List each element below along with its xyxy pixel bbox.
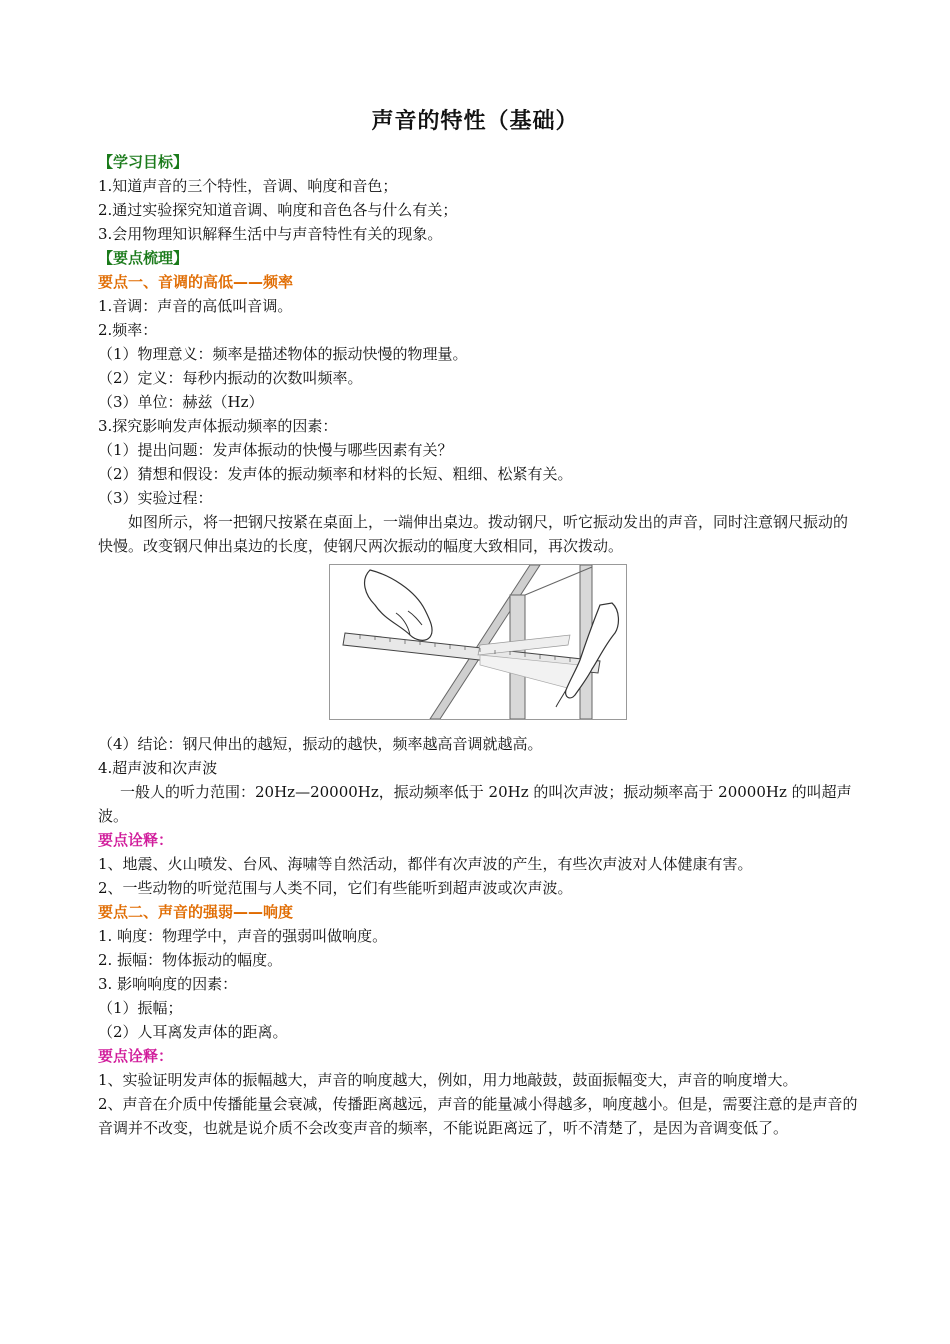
point1-note: 1、地震、火山喷发、台风、海啸等自然活动，都伴有次声波的产生，有些次声波对人体健康有害。 (98, 855, 753, 873)
ruler-experiment-illustration (330, 565, 626, 719)
document-body (98, 150, 858, 1140)
point1-line: 3.探究影响发声体振动频率的因素： (98, 417, 338, 435)
point2-heading: 要点二、声音的强弱——响度 (98, 903, 294, 921)
point1-line: （2）定义：每秒内振动的次数叫频率。 (98, 369, 363, 387)
point1-conclusion: （4）结论：钢尺伸出的越短，振动的越快，频率越高音调就越高。 (98, 735, 543, 753)
experiment-description: 如图所示，将一把钢尺按紧在桌面上，一端伸出桌边。拨动钢尺，听它振动发出的声音，同时注意钢尺振动的快慢。改变钢尺伸出桌边的长度，使钢尺两次振动的幅度大致相同，再次拨动。 (98, 513, 849, 555)
point1-note-heading: 要点诠释： (98, 831, 174, 849)
objective-item: 3.会用物理知识解释生活中与声音特性有关的现象。 (98, 225, 443, 243)
point2-line: （1）振幅； (98, 999, 183, 1017)
point1-line: （3）单位：赫兹（Hz） (98, 393, 264, 411)
points-heading: 【要点梳理】 (98, 249, 189, 267)
point2-note: 2、声音在介质中传播能量会衰减，传播距离越远，声音的能量减小得越多，响度越小。但是，需要注意的是声音的音调并不改变，也就是说介质不会改变声音的频率，不能说距离远了，听不清楚了，是因为音调变低了。 (98, 1095, 858, 1137)
objectives-heading: 【学习目标】 (98, 153, 189, 171)
point1-line: （2）猜想和假设：发声体的振动频率和材料的长短、粗细、松紧有关。 (98, 465, 573, 483)
point1-line: 1.音调：声音的高低叫音调。 (98, 297, 293, 315)
point2-line: 2. 振幅：物体振动的幅度。 (98, 951, 283, 969)
objective-item: 2.通过实验探究知道音调、响度和音色各与什么有关； (98, 201, 458, 219)
objective-item: 1.知道声音的三个特性，音调、响度和音色； (98, 177, 398, 195)
point1-line: 4.超声波和次声波 (98, 759, 218, 777)
point1-note: 2、一些动物的听觉范围与人类不同，它们有些能听到超声波或次声波。 (98, 879, 573, 897)
point2-line: （2）人耳离发声体的距离。 (98, 1023, 288, 1041)
page-title: 声音的特性（基础） (371, 109, 579, 134)
point1-line: 2.频率： (98, 321, 158, 339)
ruler-experiment-figure (329, 564, 627, 720)
point2-note-heading: 要点诠释： (98, 1047, 174, 1065)
point1-heading: 要点一、音调的高低——频率 (98, 273, 294, 291)
point1-line: （3）实验过程： (98, 489, 213, 507)
point1-line: （1）物理意义：频率是描述物体的振动快慢的物理量。 (98, 345, 468, 363)
point1-line: （1）提出问题：发声体振动的快慢与哪些因素有关？ (98, 441, 453, 459)
point2-line: 1. 响度：物理学中，声音的强弱叫做响度。 (98, 927, 388, 945)
point2-note: 1、实验证明发声体的振幅越大，声音的响度越大，例如，用力地敲鼓，鼓面振幅变大，声音的响度增大。 (98, 1071, 798, 1089)
point2-line: 3. 影响响度的因素： (98, 975, 238, 993)
hearing-range-paragraph: 一般人的听力范围：20Hz—20000Hz，振动频率低于 20Hz 的叫次声波；振动频率高于 20000Hz 的叫超声波。 (98, 783, 852, 825)
